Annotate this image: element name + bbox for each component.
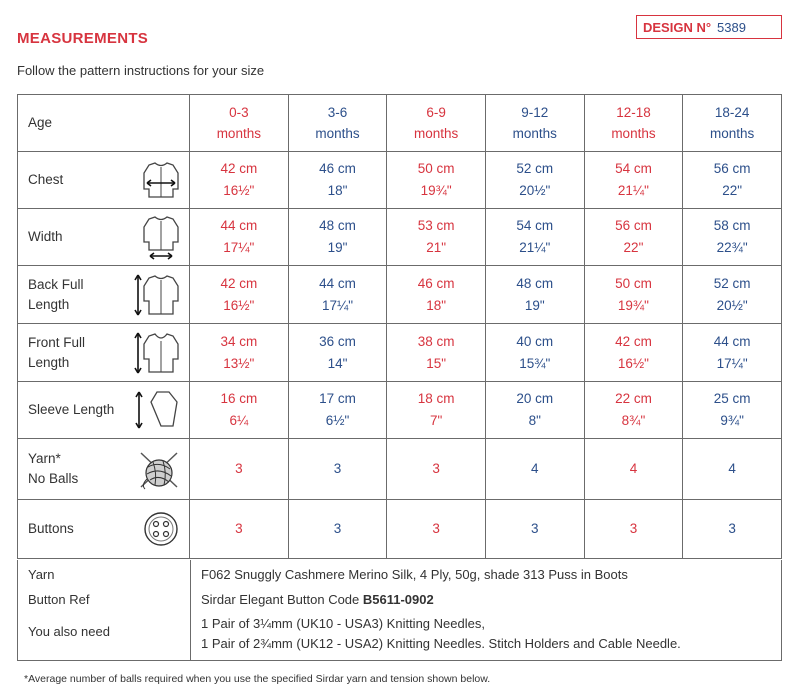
value-cell: [387, 324, 486, 382]
value-cell: [584, 152, 683, 209]
value-in: 17¼": [321, 297, 354, 313]
value-cm: 38 cm: [417, 333, 455, 349]
row-label-line: Back Full: [28, 276, 84, 292]
size-range: 6-9: [426, 105, 446, 120]
size-column-header: [387, 95, 486, 152]
value-in: 22": [722, 183, 743, 198]
size-unit: months: [414, 126, 459, 141]
value-in: 9¾": [720, 413, 744, 428]
value-cell: [485, 382, 584, 439]
value-cm: 46 cm: [319, 161, 356, 176]
value-in: 6½": [325, 413, 350, 428]
button-ref-value: [201, 592, 434, 607]
value-in: 19": [327, 240, 348, 255]
value-cell: [387, 382, 486, 439]
value-cm: 16 cm: [220, 391, 258, 406]
value-in: 19¾": [420, 183, 452, 198]
value-cell: 3: [584, 500, 683, 559]
size-unit: months: [512, 126, 557, 141]
value-cm: 46 cm: [417, 275, 455, 291]
sleeve-length-icon: [133, 388, 181, 432]
age-label-cell: [18, 95, 190, 152]
button-ref-label: Button Ref: [28, 592, 90, 607]
value-in: 21": [426, 240, 447, 255]
value-cell: [485, 324, 584, 382]
value-cell: [683, 324, 782, 382]
value-in: 15": [426, 355, 447, 371]
value-in: 6¼: [229, 413, 249, 428]
value-in: 17¼": [716, 355, 748, 371]
value-in: 7": [429, 413, 443, 428]
yarn-balls-row: [18, 439, 782, 500]
value-cm: 56 cm: [615, 218, 652, 233]
front-length-row: [18, 324, 782, 382]
value-cm: 54 cm: [615, 161, 652, 176]
age-row: [18, 95, 782, 152]
size-range: 9-12: [521, 105, 549, 120]
value-cell: [485, 209, 584, 266]
size-range: 3-6: [327, 105, 348, 120]
value-cell: [190, 382, 289, 439]
value-cm: 56 cm: [713, 161, 751, 176]
page-title: MEASUREMENTS: [17, 30, 149, 47]
row-label-cell: [18, 382, 190, 439]
buttons-row: [18, 500, 782, 559]
value-cm: 44 cm: [713, 333, 751, 349]
value-cm: 54 cm: [516, 218, 554, 233]
value-cell: [387, 266, 486, 324]
value-in: 16½": [223, 297, 255, 313]
value-cm: 17 cm: [319, 391, 356, 406]
value-cm: 34 cm: [220, 333, 258, 349]
value-cell: [485, 266, 584, 324]
row-label-cell: [18, 324, 190, 382]
value-cell: 4: [584, 439, 683, 500]
materials-section: [17, 560, 782, 661]
chest-row: [18, 152, 782, 209]
value-cm: 50 cm: [615, 275, 652, 291]
row-label: Buttons: [28, 521, 74, 536]
row-label-cell: [18, 439, 190, 500]
size-column-header: [288, 95, 387, 152]
row-label: Chest: [28, 172, 64, 187]
size-column-header: [190, 95, 289, 152]
size-range: 0-3: [229, 105, 249, 120]
row-label-cell: [18, 500, 190, 559]
size-unit: months: [611, 126, 656, 141]
value-in: 21¼": [519, 240, 551, 255]
value-in: 14": [327, 355, 348, 371]
value-cell: 3: [190, 500, 289, 559]
width-row: [18, 209, 782, 266]
value-cell: 3: [387, 500, 486, 559]
value-cm: 44 cm: [220, 218, 258, 233]
value-cm: 44 cm: [319, 275, 356, 291]
value-cell: [387, 209, 486, 266]
design-number-box: [636, 15, 782, 39]
row-label-line: No Balls: [28, 471, 79, 486]
size-column-header: [485, 95, 584, 152]
design-number: 5389: [717, 19, 746, 35]
value-cm: 52 cm: [713, 275, 751, 291]
value-cell: [683, 382, 782, 439]
value-cell: [584, 324, 683, 382]
size-unit: months: [216, 126, 261, 141]
value-in: 16½": [617, 355, 649, 371]
value-cell: [584, 266, 683, 324]
also-need-line-1: 1 Pair of 3¼mm (UK10 - USA3) Knitting Needles,: [201, 616, 485, 631]
value-in: 13½": [223, 355, 255, 371]
size-range: 12-18: [616, 105, 651, 120]
chest-icon: [141, 159, 181, 201]
value-in: 22¾": [716, 240, 748, 255]
row-label: Sleeve Length: [28, 402, 115, 417]
row-label-cell: [18, 209, 190, 266]
row-label: Width: [28, 229, 63, 244]
value-in: 22": [623, 240, 644, 255]
value-cell: 3: [387, 439, 486, 500]
value-cell: [288, 324, 387, 382]
value-cell: [288, 152, 387, 209]
yarn-value: F062 Snuggly Cashmere Merino Silk, 4 Ply, 50g, shade 313 Puss in Boots: [201, 567, 628, 582]
row-label: [28, 333, 85, 373]
value-in: 18": [426, 297, 447, 313]
subtitle: Follow the pattern instructions for your size: [17, 63, 265, 78]
value-cm: 36 cm: [319, 333, 356, 349]
also-need-label: You also need: [28, 624, 110, 639]
row-label-line: Yarn*: [28, 451, 61, 466]
size-unit: months: [315, 126, 360, 141]
value-cm: 20 cm: [516, 391, 554, 406]
value-cm: 53 cm: [417, 218, 455, 233]
value-in: 16½": [223, 183, 255, 198]
value-cell: [288, 266, 387, 324]
width-icon: [141, 214, 181, 260]
row-label-line: Length: [28, 354, 70, 370]
divider: [190, 560, 191, 660]
button-icon: [141, 509, 181, 549]
value-cell: [683, 266, 782, 324]
value-cell: [190, 324, 289, 382]
value-cm: 22 cm: [615, 391, 652, 406]
value-cm: 25 cm: [713, 391, 751, 406]
value-in: 17¼": [223, 240, 255, 255]
value-cell: [190, 209, 289, 266]
size-column-header: [683, 95, 782, 152]
value-cell: 4: [485, 439, 584, 500]
size-column-header: [584, 95, 683, 152]
value-cell: [387, 152, 486, 209]
design-label: DESIGN N°: [643, 19, 712, 35]
value-in: 20½": [519, 183, 551, 198]
value-in: 19": [524, 297, 545, 313]
value-cell: [584, 209, 683, 266]
yarn-label: Yarn: [28, 567, 55, 582]
also-need-line-2: 1 Pair of 2¾mm (UK12 - USA2) Knitting Needles. Stitch Holders and Cable Needle.: [201, 636, 681, 651]
value-cell: [288, 382, 387, 439]
row-label-cell: [18, 266, 190, 324]
value-cell: [190, 266, 289, 324]
value-cm: 42 cm: [615, 333, 652, 349]
value-cell: 3: [190, 439, 289, 500]
footnote: *Average number of balls required when you use the specified Sirdar yarn and tension shown below.: [24, 673, 491, 685]
value-cell: [683, 209, 782, 266]
front-length-icon: [133, 330, 181, 376]
row-label: [28, 275, 84, 315]
value-in: 20½": [716, 297, 748, 313]
value-cm: 58 cm: [713, 218, 751, 233]
value-cm: 18 cm: [417, 391, 455, 406]
button-ref-prefix: Sirdar Elegant Button Code: [201, 592, 363, 607]
value-in: 15¾": [519, 355, 551, 371]
value-cell: 4: [683, 439, 782, 500]
value-cell: [683, 152, 782, 209]
value-in: 19¾": [617, 297, 649, 313]
button-ref-code: B5611-0902: [362, 592, 434, 607]
row-label-line: Length: [28, 296, 70, 312]
row-label-cell: [18, 152, 190, 209]
age-label: Age: [28, 115, 53, 130]
value-cell: [288, 209, 387, 266]
value-in: 8": [528, 413, 541, 428]
value-cm: 48 cm: [319, 218, 356, 233]
value-in: 8¾": [621, 413, 646, 428]
value-in: 18": [327, 183, 348, 198]
size-range: 18-24: [714, 105, 750, 120]
size-unit: months: [710, 126, 755, 141]
value-cell: 3: [485, 500, 584, 559]
yarn-ball-icon: [137, 447, 181, 491]
back-length-icon: [133, 272, 181, 318]
value-cm: 42 cm: [220, 161, 258, 176]
measurements-table: [17, 94, 782, 559]
value-cell: [190, 152, 289, 209]
value-cm: 50 cm: [417, 161, 455, 176]
value-cm: 42 cm: [220, 275, 258, 291]
value-in: 21¼": [617, 183, 649, 198]
value-cm: 52 cm: [516, 161, 554, 176]
value-cm: 40 cm: [516, 333, 554, 349]
row-label: [28, 449, 78, 489]
value-cell: [485, 152, 584, 209]
back-length-row: [18, 266, 782, 324]
value-cell: 3: [288, 500, 387, 559]
value-cell: 3: [288, 439, 387, 500]
value-cell: [584, 382, 683, 439]
value-cell: 3: [683, 500, 782, 559]
row-label-line: Front Full: [28, 334, 86, 350]
value-cm: 48 cm: [516, 275, 554, 291]
sleeve-length-row: [18, 382, 782, 439]
